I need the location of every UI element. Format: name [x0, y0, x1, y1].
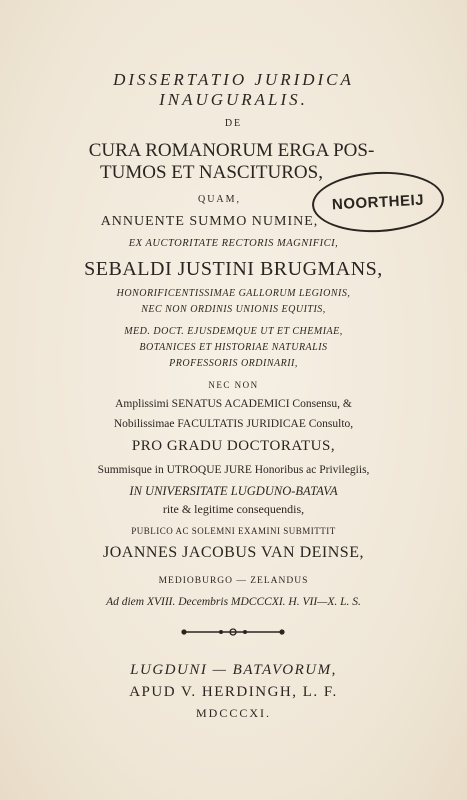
med-line: MED. DOCT. EJUSDEMQUE UT ET CHEMIAE, [124, 326, 343, 337]
auctoritate: EX AUCTORITATE RECTORIS MAGNIFICI, [128, 238, 339, 249]
pro-gradu: PRO GRADU DOCTORATUS, [131, 438, 336, 454]
imprint-year: MDCCCXI. [195, 706, 271, 720]
rite-line: rite & legitime consequendis, [162, 502, 305, 516]
title-line-2: INAUGURALIS. [159, 90, 308, 109]
imprint-printer: APUD V. HERDINGH, L. F. [129, 684, 338, 700]
stamp-text: NOORTHEIJ [331, 191, 425, 213]
honor-line-2: NEC NON ORDINIS UNIONIS EQUITIS, [141, 304, 326, 315]
universitate-line: IN UNIVERSITATE LUGDUNO-BATAVA [129, 484, 338, 498]
subject-line-1: CURA ROMANORUM ERGA POS- [88, 140, 375, 161]
origin-line: MEDIOBURGO — ZELANDUS [158, 576, 309, 586]
nec-non: NEC NON [208, 380, 259, 390]
facultas-line: Nobilissimae FACULTATIS JURIDICAE Consulto, [113, 418, 354, 430]
senatus-line: Amplissimi SENATUS ACADEMICI Consensu, & [115, 398, 352, 410]
quam: QUAM, [197, 194, 242, 205]
botanices-line: BOTANICES ET HISTORIAE NATURALIS [139, 342, 328, 353]
date-line: Ad diem XVIII. Decembris MDCCCXI. H. VII—X. L. S. [106, 596, 361, 608]
title-de: DE [224, 118, 243, 129]
publico-line: PUBLICO AC SOLEMNI EXAMINI SUBMITTIT [131, 526, 336, 536]
ornament-rule [180, 626, 286, 638]
professor-line: PROFESSORIS ORDINARII, [169, 358, 298, 369]
imprint-city: LUGDUNI — BATAVORUM, [130, 662, 337, 678]
honor-line-1: HONORIFICENTISSIMAE GALLORUM LEGIONIS, [116, 288, 351, 299]
summisque-line: Summisque in UTROQUE JURE Honoribus ac Privilegiis, [97, 464, 370, 476]
title-line-1: DISSERTATIO JURIDICA [113, 70, 354, 89]
author-name: JOANNES JACOBUS VAN DEINSE, [103, 544, 364, 561]
annuente: ANNUENTE SUMMO NUMINE, [100, 214, 319, 229]
rector-name: SEBALDI JUSTINI BRUGMANS, [84, 258, 383, 280]
subject-line-2: TUMOS ET NASCITUROS, [100, 162, 323, 183]
